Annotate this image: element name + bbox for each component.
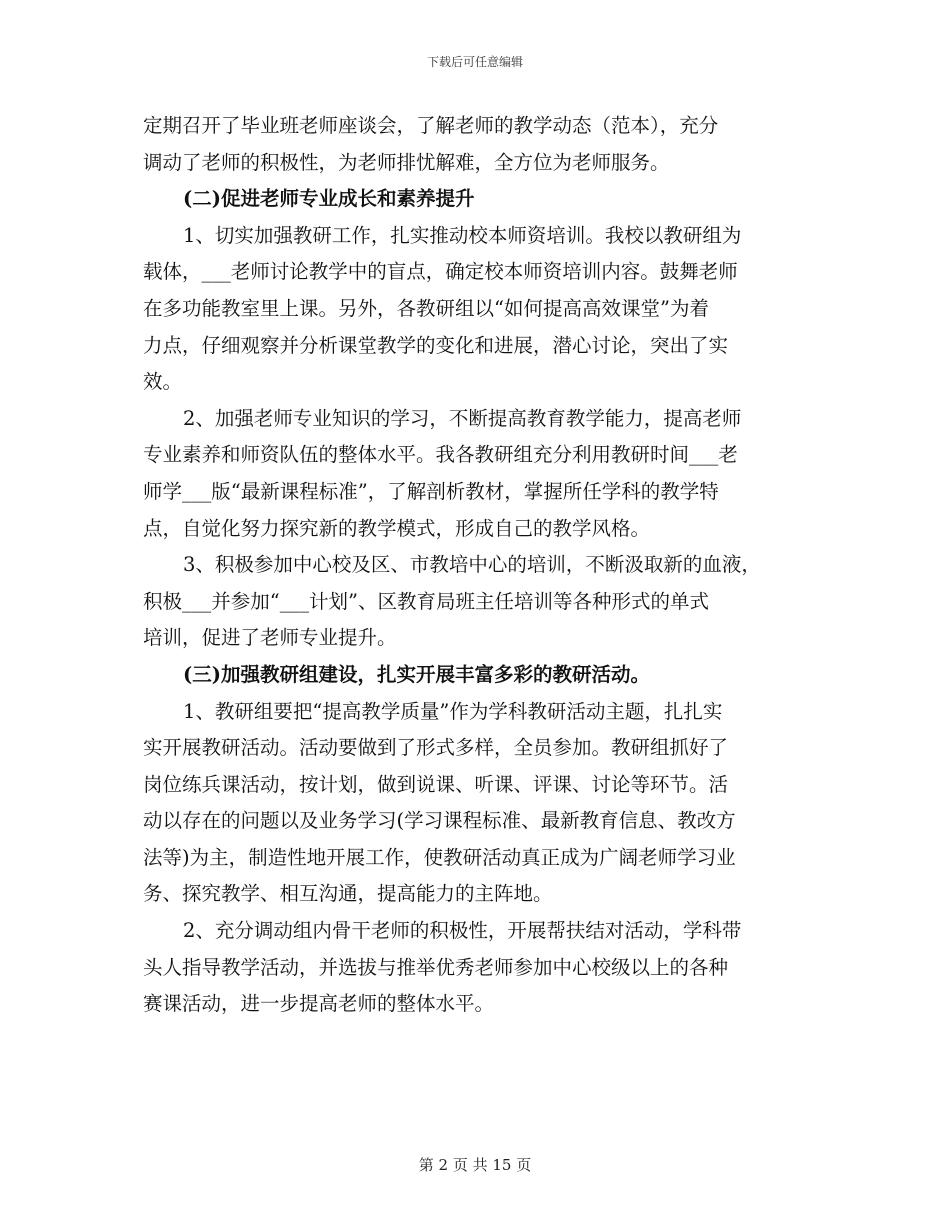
text-line: 2、充分调动组内骨干老师的积极性，开展帮扶结对活动，学科带 xyxy=(183,919,742,943)
text-line: 专业素养和师资队伍的整体水平。我各教研组充分利用教研时间___老 xyxy=(143,443,738,467)
text-line: 实开展教研活动。活动要做到了形式多样，全员参加。教研组抓好了 xyxy=(143,736,729,760)
document-body xyxy=(143,108,813,1023)
text-line: 力点，仔细观察并分析课堂教学的变化和进展，潜心讨论，突出了实 xyxy=(143,333,729,357)
text-line: 1、切实加强教研工作，扎实推动校本师资培训。我校以教研组为 xyxy=(183,223,742,247)
section-heading: (二)促进老师专业成长和素养提升 xyxy=(183,187,475,211)
text-line: 务、探究教学、相互沟通，提高能力的主阵地。 xyxy=(143,882,553,906)
text-line: 调动了老师的积极性，为老师排忧解难，全方位为老师服务。 xyxy=(143,150,670,174)
text-line: 定期召开了毕业班老师座谈会，了解老师的教学动态（范本），充分 xyxy=(143,114,719,137)
text-line: 动以存在的问题以及业务学习(学习课程标准、最新教育信息、教改方 xyxy=(143,809,736,833)
text-line: 1、教研组要把“提高教学质量”作为学科教研活动主题，扎扎实 xyxy=(183,699,723,723)
text-line: 2、加强老师专业知识的学习，不断提高教育教学能力，提高老师 xyxy=(183,406,742,430)
text-line: 赛课活动，进一步提高老师的整体水平。 xyxy=(143,992,495,1016)
text-line: 法等)为主，制造性地开展工作，使教研活动真正成为广阔老师学习业 xyxy=(143,845,736,869)
text-line: 培训，促进了老师专业提升。 xyxy=(143,626,397,650)
text-line: 效。 xyxy=(143,370,183,394)
text-line: 在多功能教室里上课。另外，各教研组以“如何提高高效课堂”为着 xyxy=(143,296,709,320)
page-header-note: 下载后可任意编辑 xyxy=(426,55,523,69)
text-line: 载体，___老师讨论教学中的盲点，确定校本师资培训内容。鼓舞老师 xyxy=(143,260,738,284)
page-number: 第 2 页 共 15 页 xyxy=(418,1156,532,1174)
text-line: 师学___版“最新课程标准”，了解剖析教材，掌握所任学科的教学特 xyxy=(143,479,719,503)
text-line: 岗位练兵课活动，按计划，做到说课、听课、评课、讨论等环节。活 xyxy=(143,772,729,796)
text-line: 点，自觉化努力探究新的教学模式，形成自己的教学风格。 xyxy=(143,516,651,540)
text-line: 3、积极参加中心校及区、市教培中心的培训，不断汲取新的血液， xyxy=(183,553,761,577)
section-heading: (三)加强教研组建设，扎实开展丰富多彩的教研活动。 xyxy=(183,662,650,686)
text-line: 头人指导教学活动，并选拔与推举优秀老师参加中心校级以上的各种 xyxy=(143,955,729,979)
text-line: 积极___并参加“___计划”、区教育局班主任培训等各种形式的单式 xyxy=(143,589,709,613)
